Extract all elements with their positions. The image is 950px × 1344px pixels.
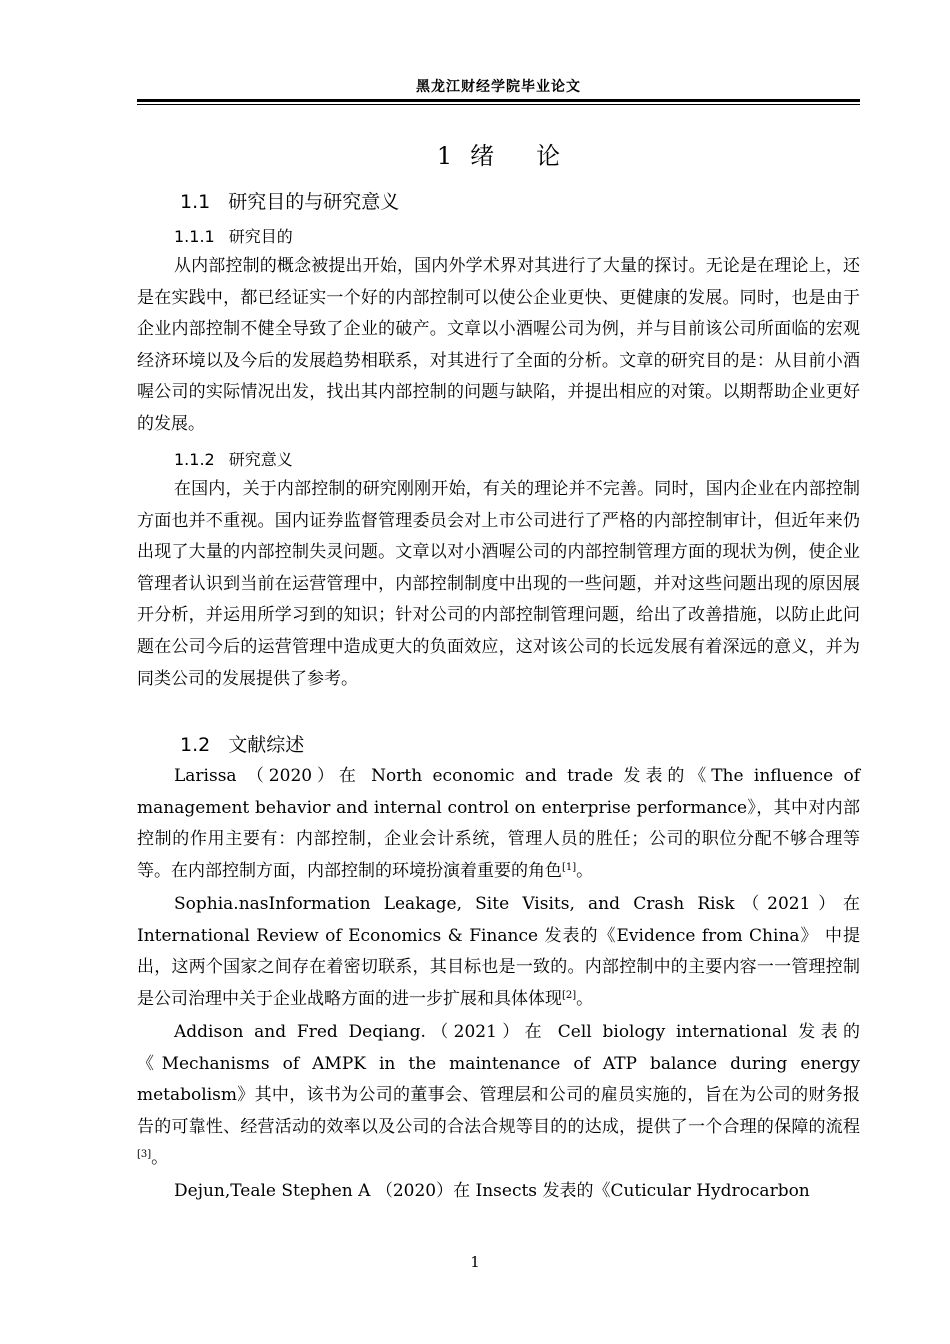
page-number: 1 xyxy=(470,1253,480,1271)
paragraph-literature-2 xyxy=(137,889,860,1015)
citation-ref: [1] xyxy=(562,861,577,873)
paragraph-end: 。 xyxy=(151,1148,169,1169)
paragraph-text: Sophia.nasInformation Leakage, Site Visits, and Crash Risk（2021）在 International Review of Economics & Finance 发表的《Evidence from China》 中提出，这两个国家之间存在着密切联系，其目标也是一致的。内部控制中的主要内容一一管理控制是公司治理中关于企业战略方面的进一步扩展和具体体现 xyxy=(137,894,860,1009)
running-header: 黑龙江财经学院毕业论文 xyxy=(416,79,581,95)
subsection-heading-1-1-1 xyxy=(174,224,293,247)
paragraph-research-purpose: 从内部控制的概念被提出开始，国内外学术界对其进行了大量的探讨。无论是在理论上，还是在实践中，都已经证实一个好的内部控制可以使公企业更快、更健康的发展。同时，也是由于企业内部控制不健全导致了企业的破产。文章以小酒喔公司为例，并与目前该公司所面临的宏观经济环境以及今后的发展趋势相联系，对其进行了全面的分析。文章的研究目的是：从目前小酒喔公司的实际情况出发，找出其内部控制的问题与缺陷，并提出相应的对策。以期帮助企业更好的发展。 xyxy=(137,256,860,434)
section-title: 研究目的与研究意义 xyxy=(228,191,400,213)
subsection-number: 1.1.2 xyxy=(174,450,215,469)
paragraph-end: 。 xyxy=(576,860,594,881)
chapter-title-char-1: 绪 xyxy=(470,142,495,170)
section-heading-1-1 xyxy=(180,187,399,214)
header-rule-thick xyxy=(137,99,860,102)
citation-ref: [2] xyxy=(562,989,577,1001)
paragraph-literature-1 xyxy=(137,761,860,887)
paragraph-literature-3 xyxy=(137,1017,860,1175)
paragraph-text: Addison and Fred Deqiang.（2021）在 Cell biology international 发表的《Mechanisms of AMPK in the maintenance of ATP balance during energy metabolism》其中，该书为公司的董事会、管理层和公司的雇员实施的，旨在为公司的财务报告的可靠性、经营活动的效率以及公司的合法合规等目的的达成，提供了一个合理的保障的流程 xyxy=(137,1022,860,1137)
subsection-number: 1.1.1 xyxy=(174,227,215,246)
subsection-title: 研究目的 xyxy=(228,227,293,246)
citation-ref: [3] xyxy=(137,1149,152,1161)
subsection-title: 研究意义 xyxy=(228,450,293,469)
paragraph-end: 。 xyxy=(576,988,594,1009)
paragraph-text: Larissa （2020）在 North economic and trade 发表的《The influence of management behavior and internal control on enterprise performance》，其中对内部控制的作用主要有：内部控制，企业会计系统，管理人员的胜任；公司的职位分配不够合理等等。在内部控制方面，内部控制的环境扮演着重要的角色 xyxy=(137,766,860,881)
subsection-heading-1-1-2 xyxy=(174,447,293,470)
paragraph-literature-4: Dejun,Teale Stephen A （2020）在 Insects 发表的《Cuticular Hydrocarbon xyxy=(174,1181,810,1201)
section-title: 文献综述 xyxy=(228,734,305,756)
section-number: 1.2 xyxy=(180,734,211,756)
chapter-title-char-2: 论 xyxy=(536,142,561,170)
chapter-number: 1 xyxy=(436,142,453,170)
header-rule-thin xyxy=(137,104,860,105)
chapter-title xyxy=(137,136,860,171)
section-number: 1.1 xyxy=(180,191,211,213)
section-heading-1-2 xyxy=(180,730,304,757)
paragraph-research-significance: 在国内，关于内部控制的研究刚刚开始，有关的理论并不完善。同时，国内企业在内部控制方面也并不重视。国内证券监督管理委员会对上市公司进行了严格的内部控制审计，但近年来仍出现了大量的内部控制失灵问题。文章以对小酒喔公司的内部控制管理方面的现状为例，使企业管理者认识到当前在运营管理中，内部控制制度中出现的一些问题，并对这些问题出现的原因展开分析，并运用所学习到的知识；针对公司的内部控制管理问题，给出了改善措施，以防止此问题在公司今后的运营管理中造成更大的负面效应，这对该公司的长远发展有着深远的意义，并为同类公司的发展提供了参考。 xyxy=(137,479,860,689)
